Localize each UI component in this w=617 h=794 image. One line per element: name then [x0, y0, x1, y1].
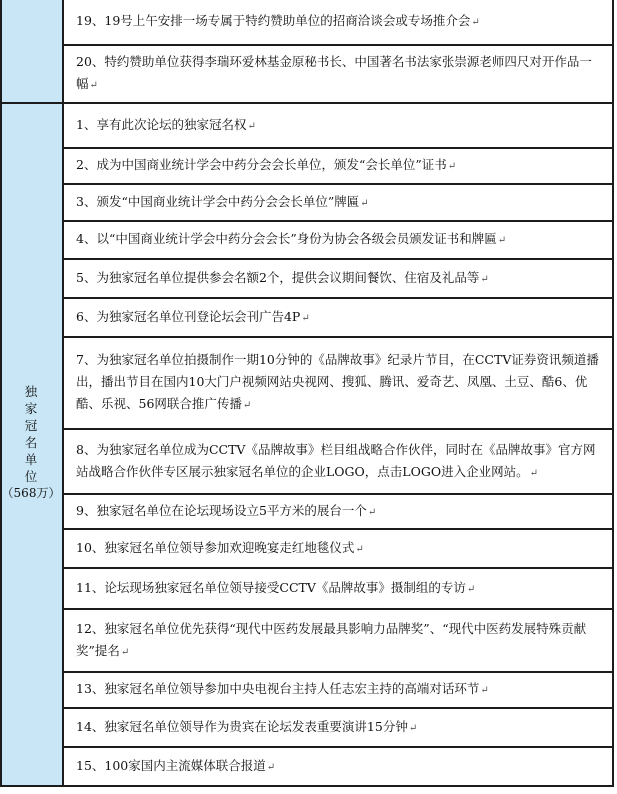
table-row [64, 104, 612, 147]
table-row [64, 748, 612, 785]
category-char: 独 [24, 384, 38, 399]
table-row [64, 530, 612, 567]
table-row [64, 673, 612, 707]
paragraph-mark-icon: ↵ [360, 197, 369, 209]
table-row [64, 260, 612, 297]
category-char: 位 [24, 469, 38, 484]
row-text: 4、以“中国商业统计学会中药分会会长”身份为协会各级会员颁发证书和牌匾 [76, 231, 497, 246]
row-text: 10、独家冠名单位领导参加欢迎晚宴走红地毯仪式 [76, 539, 355, 555]
paragraph-mark-icon: ↵ [408, 722, 418, 734]
paragraph-mark-icon: ↵ [480, 273, 489, 285]
table-row [64, 709, 612, 746]
border-left [0, 0, 2, 787]
paragraph-mark-icon: ↵ [447, 161, 457, 172]
row-text: 19、19号上午安排一场专属于特约赞助单位的招商洽谈会或专场推介会 [76, 13, 471, 28]
row-text: 11、论坛现场独家冠名单位领导接受CCTV《品牌故事》摄制组的专访 [76, 579, 466, 595]
border-bottom [0, 785, 614, 787]
category-char: 家 [24, 401, 38, 416]
category-char: 单 [24, 452, 38, 467]
paragraph-mark-icon: ↵ [471, 17, 480, 28]
paragraph-mark-icon: ↵ [247, 120, 256, 132]
table-row [64, 185, 612, 220]
row-text: 8、为独家冠名单位成为CCTV《品牌故事》栏目组战略合作伙伴，同时在《品牌故事》官方网站战略合作伙伴专区展示独家冠名单位的企业LOGO，点击LOGO进入企业网站。 [76, 441, 596, 479]
paragraph-mark-icon: ↵ [480, 685, 489, 696]
table-row [64, 299, 612, 336]
table-row [64, 0, 612, 44]
row-text: 3、颁发“中国商业统计学会中药分会会长单位”牌匾 [76, 193, 360, 209]
paragraph-mark-icon: ↵ [120, 646, 130, 658]
row-text: 14、独家冠名单位领导作为贵宾在论坛发表重要演讲15分钟 [76, 718, 408, 734]
row-text: 12、独家冠名单位优先获得“现代中医药发展最具影响力品牌奖”、“现代中医药发展特殊贡献奖”提名 [76, 620, 587, 658]
category-char: 名 [24, 435, 38, 450]
table-row [64, 338, 612, 428]
table-row [64, 495, 612, 528]
row-text: 7、为独家冠名单位拍摄制作一期10分钟的《品牌故事》纪录片节目，在CCTV证券资讯频道播出，播出节目在国内10大门户视频网站央视网、搜狐、腾讯、爱奇艺、凤凰、土豆、酷6、优酷、乐视、56网联合推广传播 [76, 352, 599, 411]
table-row [64, 569, 612, 608]
row-text: 15、100家国内主流媒体联合报道 [76, 757, 266, 773]
row-text: 5、为独家冠名单位提供参会名额2个，提供会议期间餐饮、住宿及礼品等 [76, 269, 480, 285]
table-row [64, 222, 612, 258]
row-text: 1、享有此次论坛的独家冠名权 [76, 116, 247, 132]
table-row [64, 610, 612, 671]
row-text: 2、成为中国商业统计学会中药分会会长单位，颁发“会长单位”证书 [76, 157, 447, 172]
paragraph-mark-icon: ↵ [367, 506, 377, 518]
exclusive-title-category [0, 383, 62, 502]
table-row [64, 46, 612, 102]
paragraph-mark-icon: ↵ [242, 400, 252, 411]
category-cell-top [2, 0, 62, 102]
paragraph-mark-icon: ↵ [89, 80, 98, 91]
paragraph-mark-icon: ↵ [497, 235, 507, 246]
paragraph-mark-icon: ↵ [266, 761, 276, 773]
row-text: 20、特约赞助单位获得李瑞环爱林基金原秘书长、中国著名书法家张崇源老师四尺对开作品一幅 [76, 54, 592, 91]
paragraph-mark-icon: ↵ [529, 467, 538, 479]
paragraph-mark-icon: ↵ [355, 543, 364, 555]
row-text: 9、独家冠名单位在论坛现场设立5平方米的展台一个 [76, 502, 367, 518]
row-text: 13、独家冠名单位领导参加中央电视台主持人任志宏主持的高端对话环节 [76, 681, 480, 696]
paragraph-mark-icon: ↵ [466, 583, 476, 595]
category-price: （568万） [1, 486, 61, 500]
paragraph-mark-icon: ↵ [301, 312, 310, 324]
border-right [612, 0, 614, 787]
table-row [64, 430, 612, 493]
row-text: 6、为独家冠名单位刊登论坛会刊广告4P [76, 308, 301, 324]
table-row [64, 149, 612, 183]
category-char: 冠 [24, 418, 38, 433]
